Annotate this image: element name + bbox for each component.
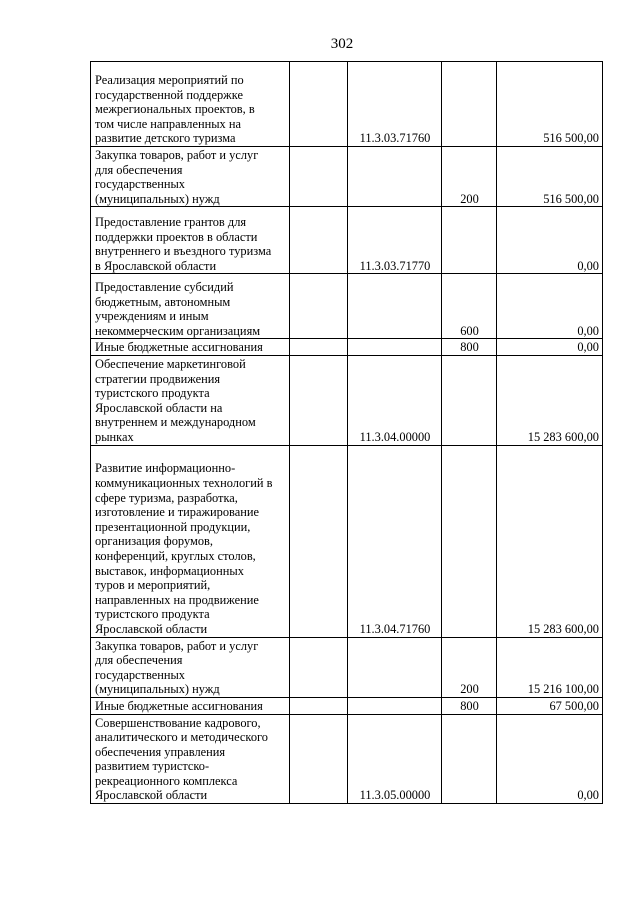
row-name-cell <box>91 637 290 697</box>
row-amount: 15 216 100,00 <box>497 637 603 697</box>
row-name-cell <box>91 147 290 207</box>
row-type: 800 <box>442 339 497 356</box>
row-name: Предоставление грантов для поддержки проектов в области внутреннего и въездного туризма в Ярославской области <box>95 215 272 273</box>
empty-cell <box>290 62 348 147</box>
empty-cell <box>290 207 348 274</box>
row-code: 11.3.04.00000 <box>348 355 442 445</box>
empty-cell <box>290 714 348 804</box>
row-amount: 0,00 <box>497 207 603 274</box>
row-code <box>348 339 442 356</box>
row-name: Обеспечение маркетинговой стратегии продвижения туристского продукта Ярославской области на внутреннем и международном рынках <box>95 356 256 444</box>
row-type: 200 <box>442 637 497 697</box>
row-name-cell <box>91 207 290 274</box>
row-name: Закупка товаров, работ и услуг для обеспечения государственных (муниципальных) нужд <box>95 148 259 206</box>
empty-cell <box>290 355 348 445</box>
empty-cell <box>290 339 348 356</box>
row-code: 11.3.05.00000 <box>348 714 442 804</box>
empty-cell <box>290 637 348 697</box>
row-amount: 15 283 600,00 <box>497 445 603 637</box>
row-name-cell <box>91 62 290 147</box>
row-name: Развитие информационно- коммуникационных технологий в сфере туризма, разработка, изготовление и тиражирование презентационной продукции, организация форумов, конференций, круглых столов, выставок, информационных туров и мероприятий, направленных на продвижение туристского продукта Ярославской области <box>95 461 273 636</box>
row-name-cell <box>91 339 290 356</box>
row-amount: 0,00 <box>497 274 603 339</box>
row-name-cell <box>91 274 290 339</box>
row-name: Предоставление субсидий бюджетным, автономным учреждениям и иным некоммерческим организациям <box>95 280 261 338</box>
row-name: Совершенствование кадрового, аналитического и методического обеспечения управления развитием туристско- рекреационного комплекса Ярославской области <box>95 715 268 803</box>
empty-cell <box>290 147 348 207</box>
table-row <box>91 714 603 804</box>
row-type: 200 <box>442 147 497 207</box>
row-amount: 67 500,00 <box>497 697 603 714</box>
table-row <box>91 637 603 697</box>
row-type: 600 <box>442 274 497 339</box>
row-code: 11.3.04.71760 <box>348 445 442 637</box>
row-type <box>442 207 497 274</box>
table-row <box>91 147 603 207</box>
table-row <box>91 274 603 339</box>
row-code <box>348 697 442 714</box>
row-code: 11.3.03.71770 <box>348 207 442 274</box>
empty-cell <box>290 445 348 637</box>
row-name-cell <box>91 697 290 714</box>
row-amount: 516 500,00 <box>497 147 603 207</box>
row-type <box>442 355 497 445</box>
row-name: Реализация мероприятий по государственной поддержке межрегиональных проектов, в том числе направленных на развитие детского туризма <box>95 73 255 146</box>
row-type <box>442 445 497 637</box>
table-row <box>91 355 603 445</box>
row-type <box>442 714 497 804</box>
row-type <box>442 62 497 147</box>
empty-cell <box>290 274 348 339</box>
table-row <box>91 445 603 637</box>
row-name-cell <box>91 355 290 445</box>
row-name: Закупка товаров, работ и услуг для обеспечения государственных (муниципальных) нужд <box>95 638 259 697</box>
row-type: 800 <box>442 697 497 714</box>
row-amount: 0,00 <box>497 339 603 356</box>
row-amount: 15 283 600,00 <box>497 355 603 445</box>
row-name-cell <box>91 714 290 804</box>
table-row <box>91 62 603 147</box>
page-number: 302 <box>330 36 354 52</box>
table-row <box>91 207 603 274</box>
row-amount: 516 500,00 <box>497 62 603 147</box>
row-amount: 0,00 <box>497 714 603 804</box>
row-code <box>348 147 442 207</box>
table-row <box>91 697 603 714</box>
row-code <box>348 637 442 697</box>
row-name: Иные бюджетные ассигнования <box>95 698 263 713</box>
row-name: Иные бюджетные ассигнования <box>95 340 263 355</box>
empty-cell <box>290 697 348 714</box>
table-row <box>91 339 603 356</box>
row-code <box>348 274 442 339</box>
row-name-cell <box>91 445 290 637</box>
row-code: 11.3.03.71760 <box>348 62 442 147</box>
budget-table <box>90 61 603 804</box>
